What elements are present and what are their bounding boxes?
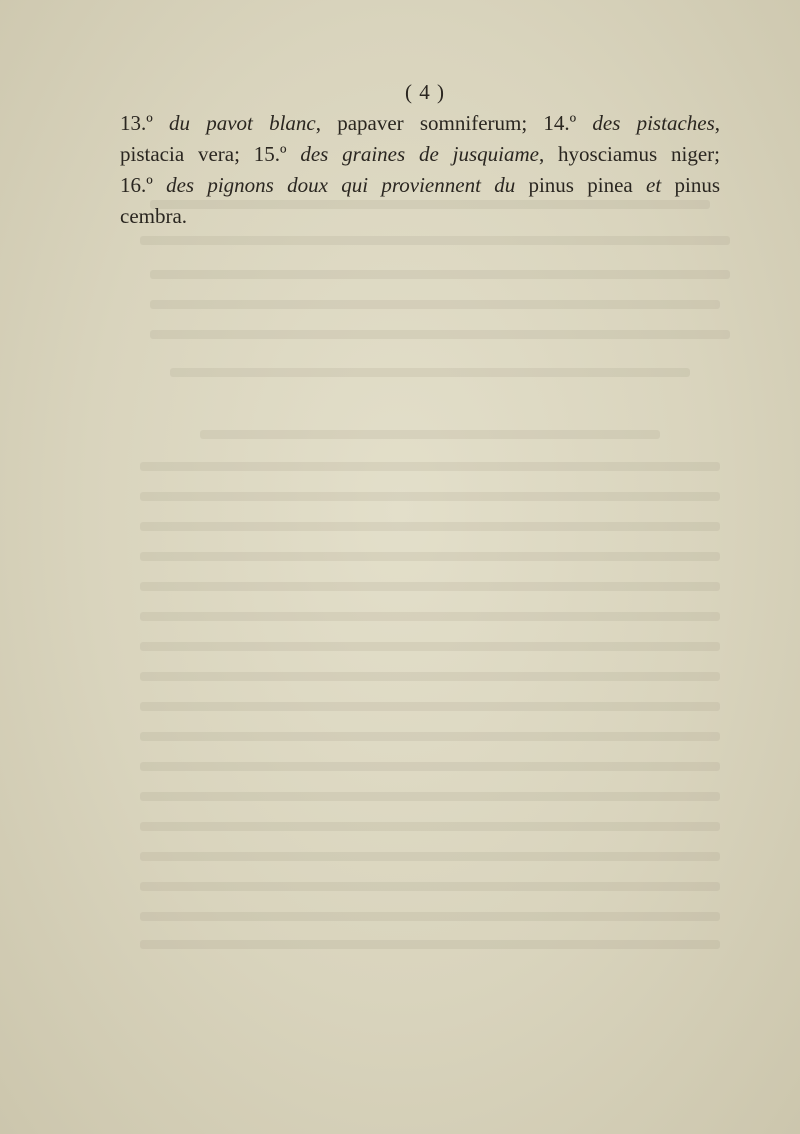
text-line [120, 170, 720, 201]
bleed-line [140, 236, 730, 245]
text-run: cembra. [120, 204, 188, 228]
text-line [120, 201, 720, 232]
text-run: pistacia vera; 15.º [120, 142, 301, 166]
bleed-line [140, 612, 720, 621]
italic-text: des pistaches [592, 111, 715, 135]
text-run: pinus [661, 173, 720, 197]
text-run: , [714, 111, 721, 135]
bleed-line [140, 642, 720, 651]
bleed-line [150, 330, 730, 339]
text-run: , papaver somniferum; 14.º [315, 111, 593, 135]
text-line [120, 108, 720, 139]
italic-text: et [646, 173, 662, 197]
text-line [120, 139, 720, 170]
bleed-line [140, 462, 720, 471]
bleed-line [140, 732, 720, 741]
text-run: , hyosciamus niger; [538, 142, 720, 166]
bleed-line [140, 792, 720, 801]
bleed-line [140, 492, 720, 501]
text-run: 13.º [120, 111, 169, 135]
bleed-line [200, 430, 660, 439]
bleed-line [140, 672, 720, 681]
italic-text: des graines de jusquiame [300, 142, 539, 166]
italic-text: du pavot blanc [168, 111, 316, 135]
bleed-line [140, 702, 720, 711]
bleed-line [140, 940, 720, 949]
bleed-line [150, 300, 720, 309]
italic-text: des pignons doux qui proviennent du [166, 173, 516, 197]
bleed-line [140, 552, 720, 561]
bleed-line [140, 852, 720, 861]
bleed-line [140, 822, 720, 831]
bleed-line [150, 270, 730, 279]
text-run: 16.º [120, 173, 167, 197]
body-paragraph [120, 108, 720, 232]
text-run: pinus pinea [515, 173, 647, 197]
bleed-line [140, 912, 720, 921]
bleed-line [140, 522, 720, 531]
bleed-line [170, 368, 690, 377]
bleed-line [140, 762, 720, 771]
bleed-line [140, 882, 720, 891]
bleed-line [140, 582, 720, 591]
page-number: ( 4 ) [405, 80, 445, 104]
